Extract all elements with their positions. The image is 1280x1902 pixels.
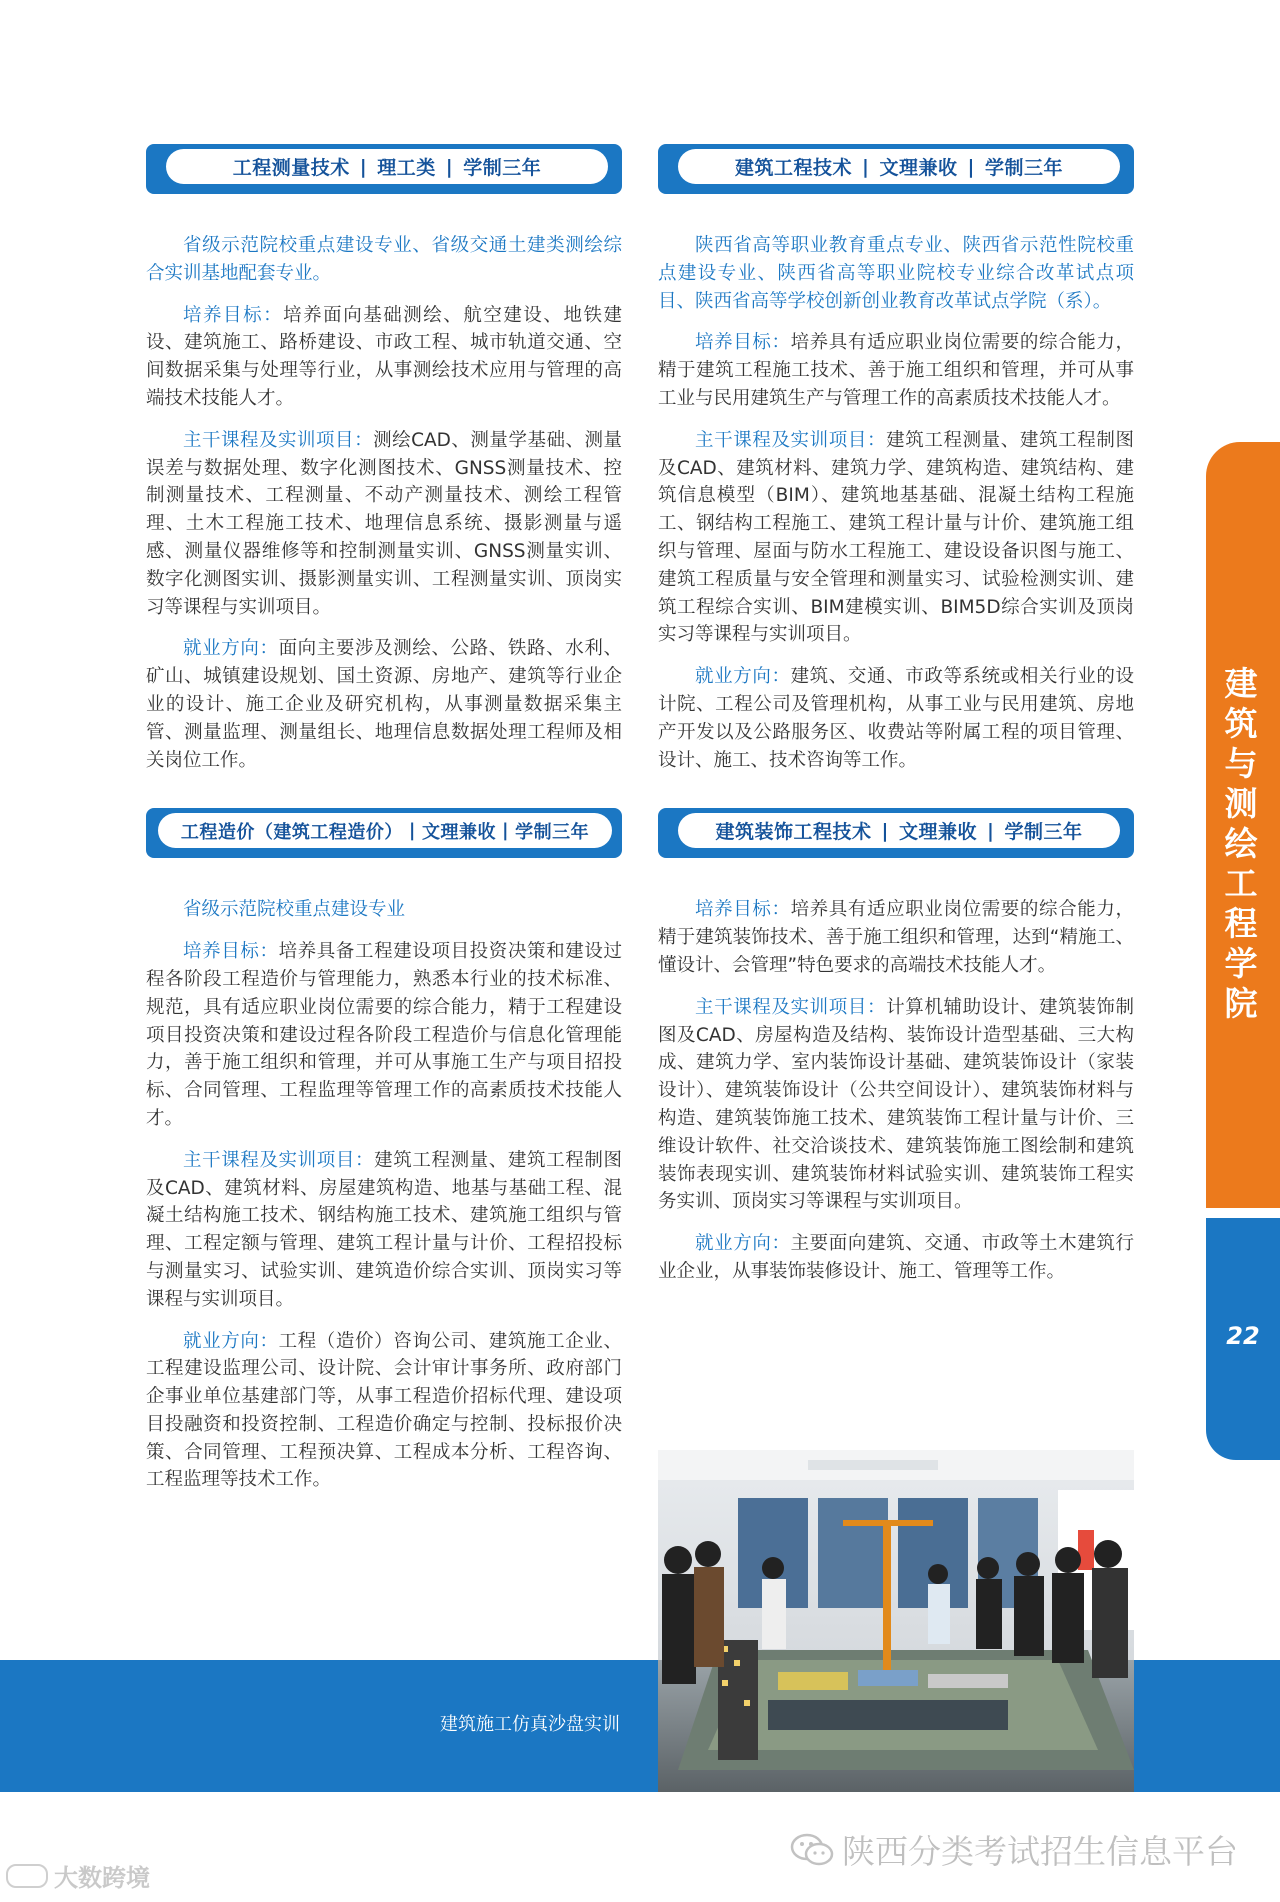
major-duration: 学制三年 — [984, 157, 1063, 179]
left-column — [146, 144, 622, 1508]
major-category: 理工类 — [377, 157, 436, 179]
job-text: 面向主要涉及测绘、公路、铁路、水利、矿山、城镇建设规划、国土资源、房地产、建筑等行业企业的设计、施工企业及研究机构，从事测量数据采集主管、测量监理、测量组长、地理信息数据处理工程师及相关岗位工作。 — [146, 638, 622, 771]
major-category: 文理兼收 — [422, 821, 496, 843]
job-label: 就业方向： — [183, 638, 279, 660]
employment-direction — [658, 663, 1134, 774]
major-title: 建筑工程技术 — [735, 157, 853, 179]
divider: | — [987, 819, 995, 842]
divider: | — [881, 819, 889, 842]
divider: | — [862, 155, 870, 178]
course-label: 主干课程及实训项目： — [695, 996, 887, 1018]
major-banner-construction — [658, 144, 1134, 194]
major-category: 文理兼收 — [898, 821, 977, 844]
goal-text: 培养具有适应职业岗位需要的综合能力，精于建筑装饰技术、善于施工组织和管理，达到“精施工、懂设计、会管理”特色要求的高端技术技能人才。 — [658, 899, 1134, 976]
job-text: 主要面向建筑、交通、市政等土木建筑行业企业，从事装饰装修设计、施工、管理等工作。 — [658, 1233, 1134, 1282]
watermark-right-text: 陕西分类考试招生信息平台 — [842, 1832, 1238, 1871]
major-title: 建筑装饰工程技术 — [715, 821, 872, 844]
training-goal — [658, 329, 1134, 412]
employment-direction — [146, 1328, 622, 1495]
training-sandbox-photo — [658, 1450, 1134, 1792]
goal-label: 培养目标： — [183, 304, 284, 326]
major-intro: 省级示范院校重点建设专业 — [183, 899, 406, 921]
main-courses — [658, 427, 1134, 649]
employment-direction — [146, 635, 622, 774]
major-title: 工程测量技术 — [232, 157, 350, 179]
major-intro: 省级示范院校重点建设专业、省级交通土建类测绘综合实训基地配套专业。 — [146, 235, 622, 284]
page-number: 22 — [1226, 1322, 1260, 1350]
job-text: 建筑、交通、市政等系统或相关行业的设计院、工程公司及管理机构，从事工业与民用建筑、房地产开发以及公路服务区、收费站等附属工程的项目管理、设计、施工、技术咨询等工作。 — [658, 666, 1134, 771]
major-banner-decoration — [658, 808, 1134, 858]
training-goal — [658, 896, 1134, 979]
goal-text: 培养面向基础测绘、航空建设、地铁建设、建筑施工、路桥建设、市政工程、城市轨道交通、空间数据采集与处理等行业，从事测绘技术应用与管理的高端技术技能人才。 — [146, 304, 622, 409]
divider: | — [967, 155, 975, 178]
watermark-left — [6, 1858, 150, 1893]
job-text: 工程（造价）咨询公司、建筑施工企业、工程建设监理公司、设计院、会计审计事务所、政府部门企事业单位基建部门等，从事工程造价招标代理、建设项目投融资和投资控制、工程造价确定与控制、投标报价决策、合同管理、工程预决算、工程成本分析、工程咨询、工程监理等技术工作。 — [146, 1330, 622, 1491]
training-goal — [146, 302, 622, 413]
goal-text: 培养具备工程建设项目投资决策和建设过程各阶段工程造价与管理能力，熟悉本行业的技术标准、规范，具有适应职业岗位需要的综合能力，精于工程建设项目投资决策和建设过程各阶段工程造价与信息化管理能力，善于施工组织和管理，并可从事施工生产与项目招投标、合同管理、工程监理等管理工作的高素质技术技能人才。 — [146, 941, 622, 1129]
course-text: 测绘CAD、测量学基础、测量误差与数据处理、数字化测图技术、GNSS测量技术、控制测量技术、工程测量、不动产测量技术、测绘工程管理、土木工程施工技术、地理信息系统、摄影测量与遥感、测量仪器维修等和控制测量实训、GNSS测量实训、数字化测图实训、摄影测量实训、工程测量实训、顶岗实习等课程与实训项目。 — [146, 429, 622, 618]
major-duration: 学制三年 — [1004, 821, 1083, 844]
course-label: 主干课程及实训项目： — [695, 429, 887, 451]
main-courses — [146, 1147, 622, 1314]
sandbox-photo-illustration — [658, 1450, 1134, 1792]
watermark-left-text: 大数跨境 — [54, 1864, 150, 1892]
major-banner-survey — [146, 144, 622, 194]
course-text: 建筑工程测量、建筑工程制图及CAD、建筑材料、建筑力学、建筑构造、建筑结构、建筑信息模型（BIM）、建筑地基基础、混凝土结构工程施工、钢结构工程施工、建筑工程计量与计价、建筑施工组织与管理、屋面与防水工程施工、建设设备识图与施工、建筑工程质量与安全管理和测量实习、试验检测实训、建筑工程综合实训、BIM建模实训、BIM5D综合实训及顶岗实习等课程与实训项目。 — [658, 429, 1134, 646]
college-name: 建筑与测绘工程学院 — [1224, 664, 1258, 1023]
goal-label: 培养目标： — [183, 941, 279, 963]
right-column — [658, 144, 1134, 1300]
major-category: 文理兼收 — [879, 157, 958, 179]
course-text: 建筑工程测量、建筑工程制图及CAD、建筑材料、房屋建筑构造、地基与基础工程、混凝土结构施工技术、钢结构施工技术、建筑施工组织与管理、工程定额与管理、建筑工程计量与计价、工程招投标与测量实习、试验实训、建筑造价综合实训、顶岗实习等课程与实训项目。 — [146, 1149, 622, 1310]
course-label: 主干课程及实训项目： — [183, 1149, 375, 1171]
course-label: 主干课程及实训项目： — [183, 429, 374, 451]
major-banner-cost — [146, 808, 622, 858]
wechat-icon — [790, 1833, 834, 1867]
divider: | — [502, 820, 510, 842]
divider: | — [359, 155, 368, 178]
main-courses — [146, 427, 622, 622]
job-label: 就业方向： — [695, 666, 791, 688]
employment-direction — [658, 1230, 1134, 1286]
goal-text: 培养具有适应职业岗位需要的综合能力，精于建筑工程施工技术、善于施工组织和管理，并可从事工业与民用建筑生产与管理工作的高素质技术技能人才。 — [658, 332, 1134, 409]
major-intro: 陕西省高等职业教育重点专业、陕西省示范性院校重点建设专业、陕西省高等职业院校专业综合改革试点项目、陕西省高等学校创新创业教育改革试点学院（系）。 — [658, 235, 1134, 312]
goal-label: 培养目标： — [695, 332, 791, 354]
divider: | — [445, 155, 454, 178]
main-courses — [658, 994, 1134, 1216]
divider: | — [408, 820, 416, 842]
goal-label: 培养目标： — [695, 899, 791, 921]
photo-caption: 建筑施工仿真沙盘实训 — [440, 1714, 620, 1735]
course-text: 计算机辅助设计、建筑装饰制图及CAD、房屋构造及结构、装饰设计造型基础、三大构成、建筑力学、室内装饰设计基础、建筑装饰设计（家装设计）、建筑装饰设计（公共空间设计）、建筑装饰材料与构造、建筑装饰施工技术、建筑装饰工程计量与计价、三维设计软件、社交洽谈技术、建筑装饰施工图绘制和建筑装饰表现实训、建筑装饰材料试验实训、建筑装饰工程实务实训、顶岗实习等课程与实训项目。 — [658, 996, 1134, 1213]
watermark-right — [790, 1826, 1238, 1873]
training-goal — [146, 938, 622, 1133]
job-label: 就业方向： — [695, 1233, 791, 1255]
major-title: 工程造价（建筑工程造价） — [180, 821, 403, 843]
major-duration: 学制三年 — [463, 157, 542, 179]
major-duration: 学制三年 — [515, 821, 590, 843]
brand-logo-icon — [6, 1864, 48, 1888]
job-label: 就业方向： — [183, 1330, 279, 1352]
